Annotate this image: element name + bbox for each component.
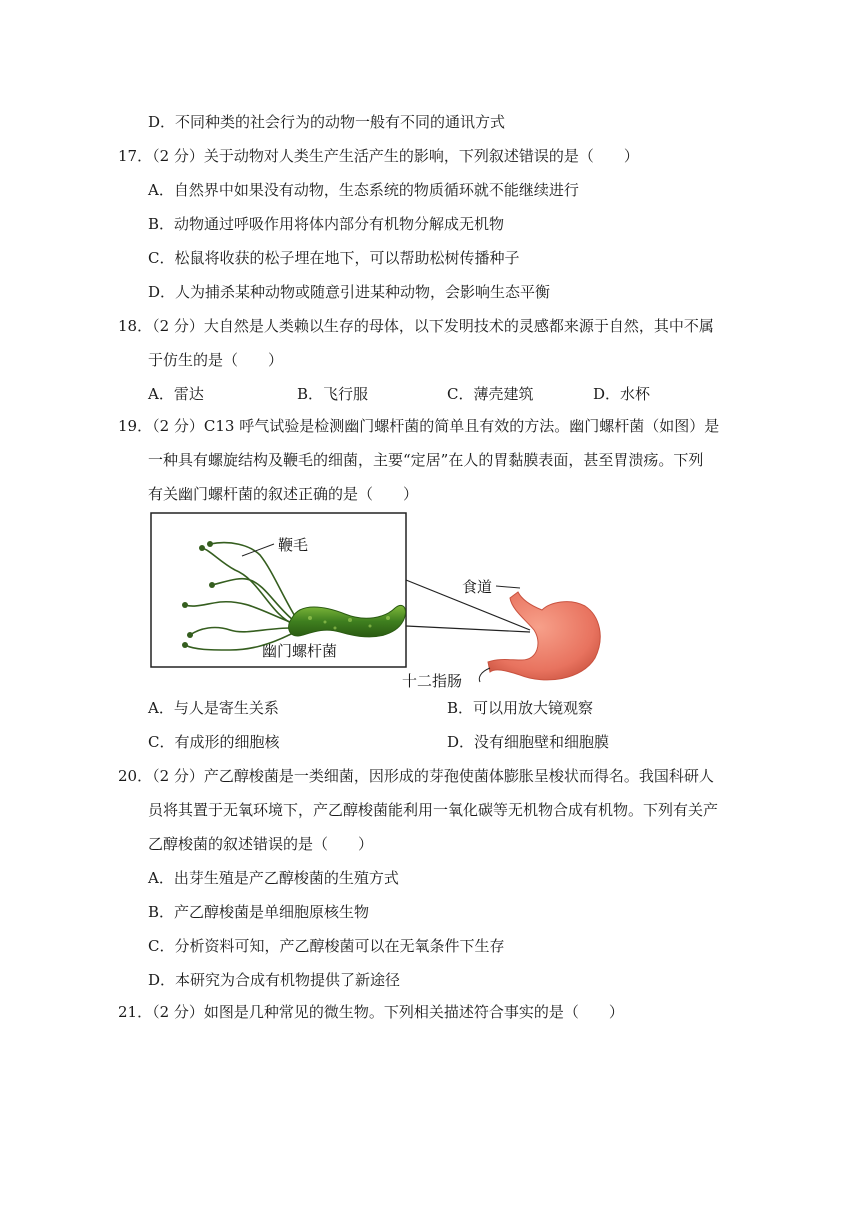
q21-stem: 21．（2 分）如图是几种常见的微生物。下列相关描述符合事实的是（ ）	[118, 1003, 624, 1021]
q19-option-b: B．可以用放大镜观察	[447, 699, 594, 717]
q19-stem-line3: 有关幽门螺杆菌的叙述正确的是（ ）	[148, 485, 419, 503]
q18-stem-line2: 于仿生的是（ ）	[148, 351, 284, 369]
label-esophagus: 食道	[462, 578, 493, 596]
q19-option-d: D．没有细胞壁和细胞膜	[447, 733, 610, 751]
q20-option-a: A．出芽生殖是产乙醇梭菌的生殖方式	[148, 869, 399, 887]
q17-option-c: C．松鼠将收获的松子埋在地下，可以帮助松树传播种子	[148, 249, 520, 267]
q17-option-b: B．动物通过呼吸作用将体内部分有机物分解成无机物	[148, 215, 505, 233]
q19-stem-line1: 19．（2 分）C13 呼气试验是检测幽门螺杆菌的简单且有效的方法。幽门螺杆菌（如图）是	[118, 417, 720, 435]
zoom-line-lower	[406, 626, 530, 632]
q20-option-b: B．产乙醇梭菌是单细胞原核生物	[148, 903, 370, 921]
q19-option-a: A．与人是寄生关系	[148, 699, 279, 717]
label-duodenum: 十二指肠	[402, 672, 463, 690]
esophagus-pointer	[496, 586, 520, 588]
q20-option-d: D．本研究为合成有机物提供了新途径	[148, 971, 401, 989]
q17-stem: 17．（2 分）关于动物对人类生产生活产生的影响，下列叙述错误的是（ ）	[118, 147, 639, 165]
q20-option-c: C．分析资料可知，产乙醇梭菌可以在无氧条件下生存	[148, 937, 505, 955]
q17-option-a: A．自然界中如果没有动物，生态系统的物质循环就不能继续进行	[148, 181, 579, 199]
q20-stem-line3: 乙醇梭菌的叙述错误的是（ ）	[148, 835, 374, 853]
q18-option-c: C．薄壳建筑	[447, 385, 534, 403]
q18-option-b: B．飞行服	[297, 385, 369, 403]
helicobacter-stomach-figure	[150, 510, 620, 690]
q20-stem-line2: 员将其置于无氧环境下，产乙醇梭菌能利用一氧化碳等无机物合成有机物。下列有关产	[148, 801, 719, 819]
label-flagellum: 鞭毛	[278, 536, 309, 554]
q18-stem-line1: 18．（2 分）大自然是人类赖以生存的母体，以下发明技术的灵感都来源于自然，其中不属	[118, 317, 714, 335]
q18-option-d: D．水杯	[593, 385, 651, 403]
q16-option-d: D．不同种类的社会行为的动物一般有不同的通讯方式	[148, 113, 506, 131]
stomach-shape	[488, 592, 600, 680]
duodenum-pointer	[479, 668, 490, 682]
label-bacterium: 幽门螺杆菌	[262, 642, 338, 660]
q19-stem-line2: 一种具有螺旋结构及鞭毛的细菌，主要“定居”在人的胃黏膜表面，甚至胃溃疡。下列	[148, 451, 704, 469]
q17-option-d: D．人为捕杀某种动物或随意引进某种动物，会影响生态平衡	[148, 283, 551, 301]
q19-option-c: C．有成形的细胞核	[148, 733, 280, 751]
q18-option-a: A．雷达	[148, 385, 204, 403]
figure-svg	[150, 510, 620, 690]
q20-stem-line1: 20．（2 分）产乙醇梭菌是一类细菌，因形成的芽孢使菌体膨胀呈梭状而得名。我国科研人	[118, 767, 714, 785]
